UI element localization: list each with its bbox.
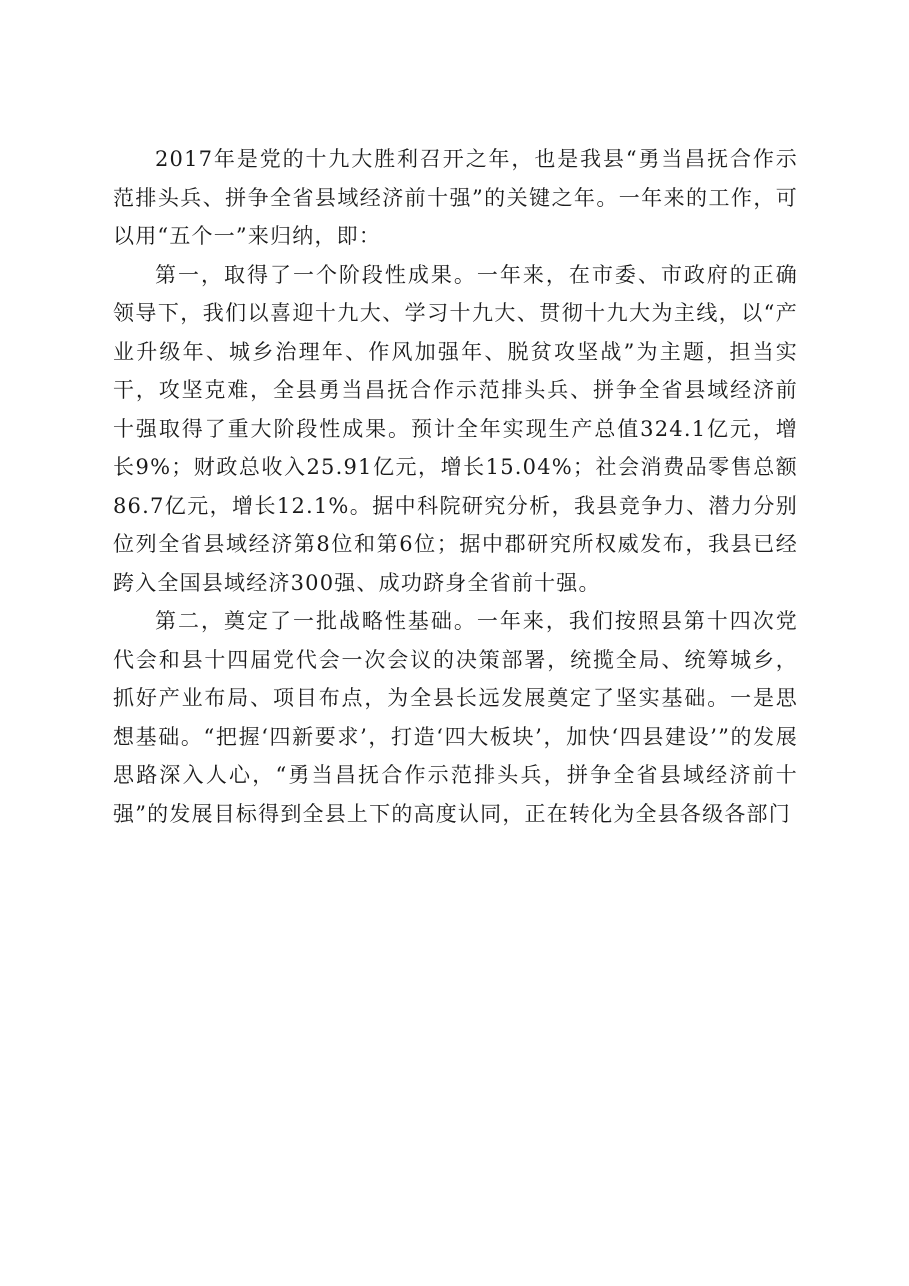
paragraph-first-achievement: 第一，取得了一个阶段性成果。一年来，在市委、市政府的正确领导下，我们以喜迎十九大、学习十九大、贯彻十九大为主线，以“产业升级年、城乡治理年、作风加强年、脱贫攻坚战”为主题，担当实干，攻坚克难，全县勇当昌抚合作示范排头兵、拼争全省县域经济前十强取得了重大阶段性成果。预计全年实现生产总值324.1亿元，增长9%；财政总收入25.91亿元，增长15.04%；社会消费品零售总额86.7亿元，增长12.1%。据中科院研究分析，我县竞争力、潜力分别位列全省县域经济第8位和第6位；据中郡研究所权威发布，我县已经跨入全国县域经济300强、成功跻身全省前十强。 xyxy=(113,262,798,595)
paragraph-second-foundation: 第二，奠定了一批战略性基础。一年来，我们按照县第十四次党代会和县十四届党代会一次会议的决策部署，统揽全局、统筹城乡，抓好产业布局、项目布点，为全县长远发展奠定了坚实基础。一是思想基础。“把握‘四新要求’，打造‘四大板块’，加快‘四县建设’”的发展思路深入人心，“勇当昌抚合作示范排头兵，拼争全省县域经济前十强”的发展目标得到全县上下的高度认同，正在转化为全县各级各部门 xyxy=(113,609,798,826)
paragraph-intro: 2017年是党的十九大胜利召开之年，也是我县“勇当昌抚合作示范排头兵、拼争全省县域经济前十强”的关键之年。一年来的工作，可以用“五个一”来归纳，即： xyxy=(113,147,798,248)
document-body xyxy=(113,140,798,833)
